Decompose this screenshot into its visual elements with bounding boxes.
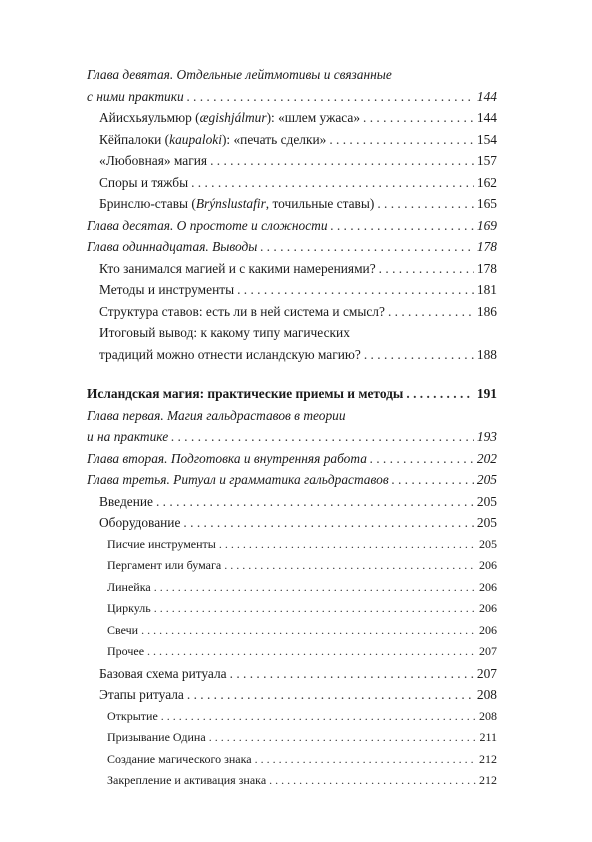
page-number: 208 (479, 708, 497, 723)
title-part: Кёйпалоки ( (99, 131, 170, 147)
toc-entry-title: Открытие (107, 708, 158, 723)
dot-leader (219, 534, 476, 556)
dot-leader (187, 684, 474, 706)
toc-entry-title: Писчие инструменты (107, 536, 216, 551)
toc-entry-invoking-odin[interactable] (87, 727, 497, 749)
page-number: 169 (476, 217, 497, 233)
page-number: 205 (476, 515, 497, 530)
page-number: 211 (479, 730, 497, 744)
toc-entry-title (99, 193, 374, 215)
toc-entry-aegishjalmur[interactable] (87, 107, 497, 129)
page-number: 157 (476, 153, 497, 168)
dot-leader (187, 86, 474, 108)
page-number: 205 (476, 472, 497, 487)
table-of-contents (87, 64, 497, 792)
dot-leader (191, 172, 474, 194)
toc-entry-title (99, 129, 326, 151)
dot-leader (171, 426, 474, 448)
dot-leader (331, 215, 474, 237)
toc-entry-other[interactable] (87, 641, 497, 663)
toc-entry-title: «Любовная» магия (99, 153, 208, 168)
toc-entry-parchment[interactable] (87, 555, 497, 577)
title-part: Бринслю-ставы ( (99, 196, 196, 211)
toc-entry-title: Структура ставов: есть ли в ней система и смысл? (99, 303, 385, 319)
toc-entry-title: Закрепление и активация знака (107, 773, 267, 787)
toc-entry-basic-ritual[interactable] (87, 663, 497, 685)
toc-entry-title: Линейка (107, 579, 151, 594)
toc-entry-activating-sign[interactable] (87, 770, 497, 792)
toc-entry-disputes[interactable] (87, 172, 497, 194)
dot-leader (237, 279, 474, 301)
dot-leader (156, 491, 474, 513)
title-italic-term: kaupaloki (169, 131, 222, 147)
page-number: 212 (479, 773, 497, 787)
toc-entry-title-line2: традиций можно отнести исландскую магию? (99, 346, 361, 362)
dot-leader (260, 236, 474, 258)
toc-entry-love-magic[interactable] (87, 150, 497, 172)
page-number: 212 (479, 751, 497, 766)
page-number: 162 (476, 174, 497, 190)
page-number: 207 (476, 665, 497, 681)
toc-entry-writing-tools[interactable] (87, 534, 497, 556)
toc-entry-creating-sign[interactable] (87, 749, 497, 771)
toc-entry-stave-structure[interactable] (87, 301, 497, 323)
toc-entry-chapter-11[interactable] (87, 236, 497, 258)
toc-entry-title: Призывание Одина (107, 730, 206, 744)
page-number: 207 (479, 644, 497, 658)
page-number: 186 (476, 303, 497, 319)
page-number: 206 (479, 558, 497, 572)
dot-leader (210, 150, 474, 172)
toc-entry-ritual-stages[interactable] (87, 684, 497, 706)
dot-leader (388, 301, 474, 323)
dot-leader (269, 770, 476, 792)
toc-entry-kaupaloki[interactable] (87, 129, 497, 151)
toc-entry-chapter-2[interactable] (87, 448, 497, 470)
dot-leader (379, 258, 474, 280)
page-number: 206 (479, 622, 497, 637)
dot-leader (154, 598, 476, 620)
toc-entry-title: Этапы ритуала (99, 687, 184, 702)
page-number: 202 (476, 450, 497, 466)
toc-entry-title: Споры и тяжбы (99, 174, 189, 190)
toc-entry-title-line2: с ними практики (87, 88, 184, 104)
page-number: 188 (476, 346, 497, 362)
toc-entry-final-conclusion[interactable] (87, 322, 497, 365)
toc-entry-introduction[interactable] (87, 491, 497, 513)
title-part: ): «шлем ужаса» (266, 110, 361, 125)
toc-entry-title-line1: Глава девятая. Отдельные лейтмотивы и связанные (87, 67, 392, 82)
toc-entry-title: Базовая схема ритуала (99, 665, 227, 681)
toc-entry-title: Прочее (107, 644, 145, 658)
toc-entry-part-practical[interactable] (87, 383, 497, 405)
page-number: 206 (479, 601, 497, 615)
toc-entry-title: Кто занимался магией и с какими намерениями? (99, 260, 376, 276)
dot-leader (154, 577, 476, 599)
dot-leader (141, 620, 476, 642)
toc-entry-title: Оборудование (99, 515, 181, 530)
toc-entry-title: Глава вторая. Подготовка и внутренняя работа (87, 450, 367, 466)
page-number: 178 (476, 239, 497, 254)
toc-entry-compass[interactable] (87, 598, 497, 620)
toc-entry-title: Введение (99, 493, 153, 509)
toc-entry-title: Пергамент или бумага (107, 558, 222, 572)
title-part: , точильные ставы) (265, 196, 375, 211)
dot-leader (406, 383, 474, 405)
toc-entry-brynslustafir[interactable] (87, 193, 497, 215)
dot-leader (377, 193, 474, 215)
dot-leader (329, 129, 474, 151)
page-number: 205 (476, 493, 497, 509)
page-number: 205 (479, 536, 497, 551)
toc-entry-title: Глава десятая. О простоте и сложности (87, 217, 328, 233)
dot-leader (161, 706, 476, 728)
title-part: ): «печать сделки» (221, 131, 327, 147)
toc-entry-methods-tools[interactable] (87, 279, 497, 301)
toc-entry-opening[interactable] (87, 706, 497, 728)
dot-leader (392, 469, 474, 491)
toc-entry-title: Свечи (107, 622, 139, 637)
toc-entry-who-practiced[interactable] (87, 258, 497, 280)
page-number: 193 (476, 429, 497, 444)
toc-entry-title-line1: Итоговый вывод: к какому типу магических (99, 325, 350, 340)
toc-entry-title: Глава одиннадцатая. Выводы (87, 239, 258, 254)
dot-leader (370, 448, 474, 470)
toc-entry-chapter-3[interactable] (87, 469, 497, 491)
toc-entry-title-line1: Глава первая. Магия гальдраставов в теории (87, 407, 346, 423)
dot-leader (209, 727, 477, 749)
toc-entry-title: Методы и инструменты (99, 282, 235, 297)
page-number: 165 (476, 196, 497, 211)
dot-leader (255, 749, 476, 771)
toc-entry-ruler[interactable] (87, 577, 497, 599)
title-part: Айисхьяульмюр ( (99, 110, 200, 125)
page-number: 178 (476, 260, 497, 276)
toc-entry-title: Исландская магия: практические приемы и методы (87, 386, 404, 401)
page-number: 181 (476, 282, 497, 297)
page-number: 144 (476, 88, 497, 104)
toc-entry-title: Создание магического знака (107, 751, 252, 766)
toc-entry-candles[interactable] (87, 620, 497, 642)
section-gap (87, 365, 497, 383)
page-number: 144 (476, 110, 497, 125)
toc-entry-chapter-1[interactable] (87, 405, 497, 448)
page-number: 154 (476, 131, 497, 147)
toc-entry-title: Глава третья. Ритуал и грамматика гальдраставов (87, 472, 389, 487)
page-number: 206 (479, 579, 497, 594)
dot-leader (183, 512, 473, 534)
toc-entry-equipment[interactable] (87, 512, 497, 534)
page-number: 208 (476, 687, 497, 702)
title-italic-term: Brýnslustafir (195, 196, 266, 211)
dot-leader (230, 663, 474, 685)
title-italic-term: ægishjálmur (199, 110, 267, 125)
toc-entry-title (99, 107, 360, 129)
toc-entry-chapter-10[interactable] (87, 215, 497, 237)
dot-leader (224, 555, 476, 577)
toc-entry-chapter-9[interactable] (87, 64, 497, 107)
toc-entry-title: Циркуль (107, 601, 151, 615)
page-number: 191 (476, 386, 497, 401)
toc-entry-title-line2: и на практике (87, 429, 169, 444)
dot-leader (363, 107, 474, 129)
dot-leader (147, 641, 476, 663)
dot-leader (364, 344, 474, 366)
